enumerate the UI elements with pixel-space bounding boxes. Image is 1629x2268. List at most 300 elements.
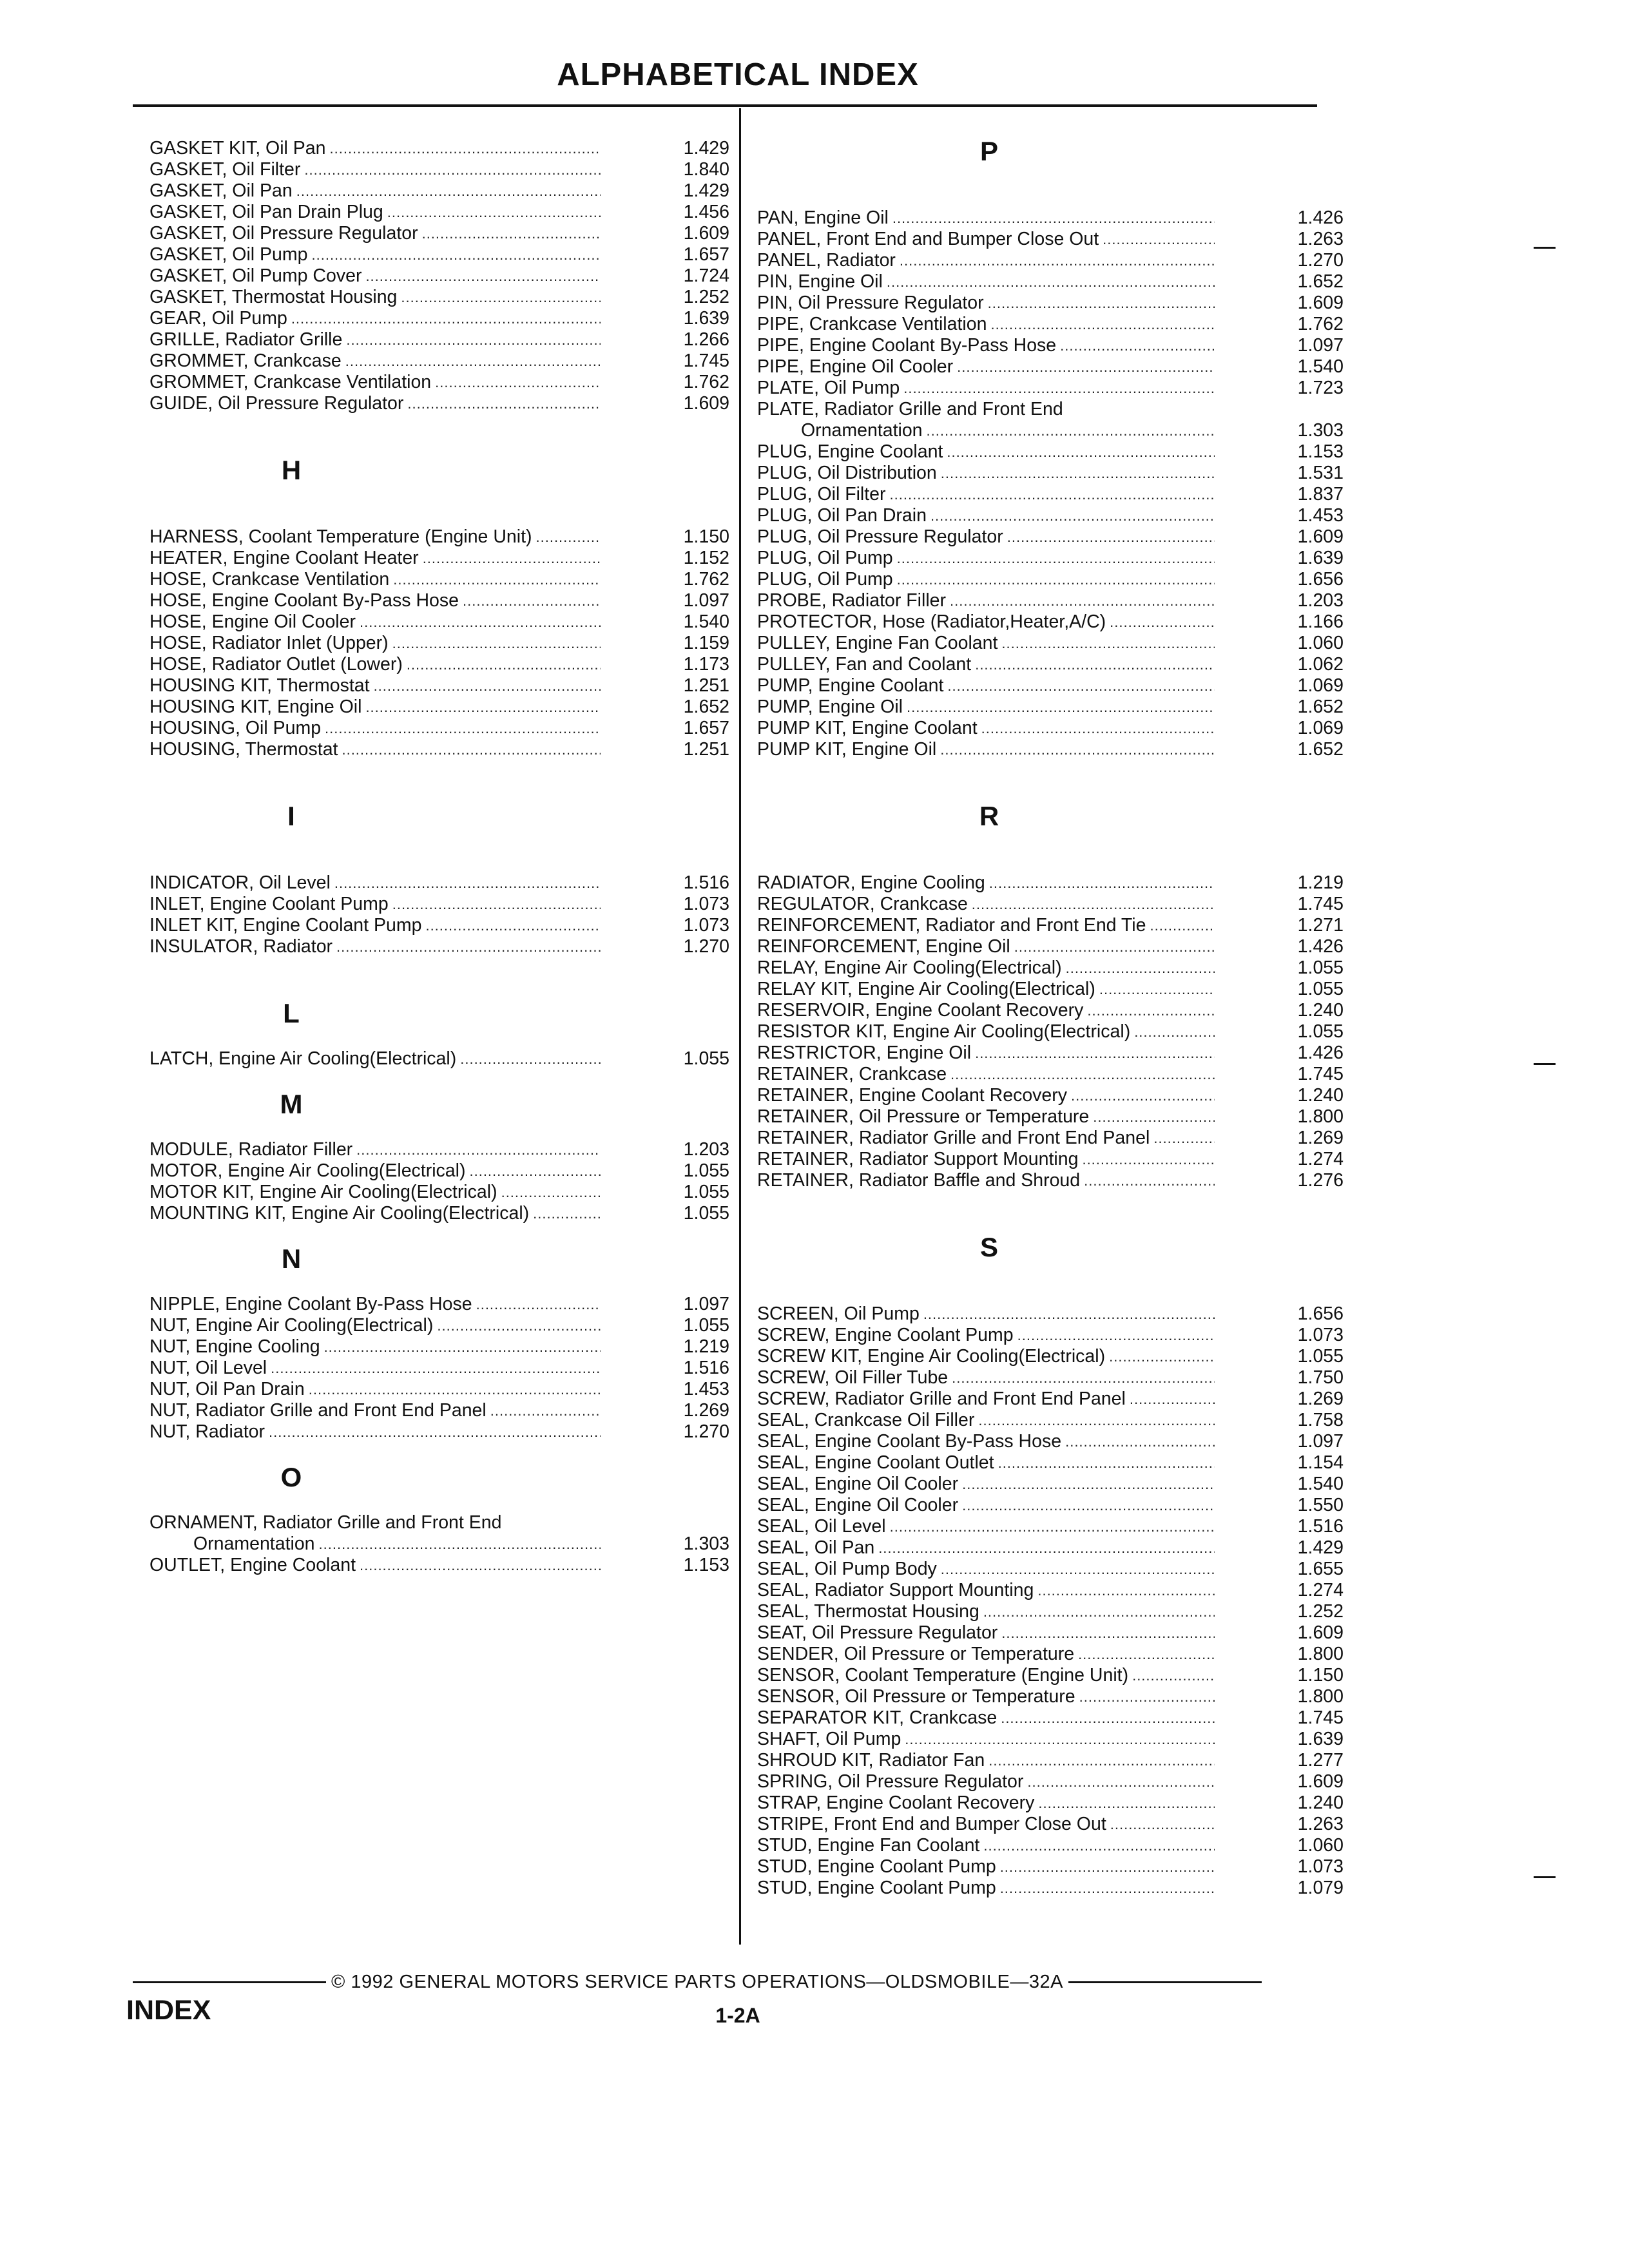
index-entry-page: 1.055 — [683, 1048, 729, 1069]
index-entry — [149, 915, 729, 936]
index-entry-name: RETAINER, Crankcase — [757, 1064, 947, 1084]
index-entry — [757, 505, 1344, 526]
leader-dots — [974, 1410, 1215, 1431]
leader-dots — [287, 308, 601, 329]
index-entry-name: SCREW KIT, Engine Air Cooling(Electrical) — [757, 1346, 1106, 1367]
right-column — [757, 138, 1344, 1899]
index-entry-name: PUMP KIT, Engine Oil — [757, 739, 937, 760]
index-entry-page: 1.269 — [1297, 1389, 1344, 1409]
index-entry-name: MODULE, Radiator Filler — [149, 1139, 353, 1160]
index-entry-page: 1.266 — [683, 329, 729, 350]
index-entry — [149, 265, 729, 287]
index-entry-page: 1.837 — [1297, 484, 1344, 505]
index-entry — [149, 872, 729, 894]
index-entry-page: 1.251 — [683, 739, 729, 760]
leader-dots — [532, 526, 601, 548]
index-entry-page: 1.639 — [1297, 1729, 1344, 1749]
index-entry-name: NUT, Oil Level — [149, 1358, 267, 1378]
index-entry — [757, 633, 1344, 654]
index-entry-page: 1.271 — [1297, 915, 1344, 936]
index-entry-page: 1.153 — [1297, 441, 1344, 462]
index-entry — [757, 590, 1344, 611]
index-entry — [149, 1358, 729, 1379]
index-entry — [757, 675, 1344, 697]
copyright-text: © 1992 GENERAL MOTORS SERVICE PARTS OPERATIONS—OLDSMOBILE—32A — [331, 1971, 1063, 1992]
index-entry — [149, 372, 729, 393]
index-entry-page: 1.762 — [683, 569, 729, 590]
index-entry — [757, 1856, 1344, 1878]
index-entry-page: 1.652 — [683, 697, 729, 717]
index-entry-page: 1.652 — [1297, 697, 1344, 717]
index-entry — [757, 1495, 1344, 1516]
top-rule — [133, 104, 1317, 107]
index-entry-page: 1.745 — [1297, 1064, 1344, 1084]
index-entry — [757, 697, 1344, 718]
leader-dots — [305, 1379, 601, 1400]
index-entry-page: 1.270 — [683, 1421, 729, 1442]
index-entry-page: 1.429 — [683, 138, 729, 159]
index-entry — [757, 1665, 1344, 1686]
index-entry-name: SENSOR, Oil Pressure or Temperature — [757, 1686, 1075, 1707]
leader-dots — [1080, 1170, 1215, 1191]
section-letter: I — [287, 801, 295, 831]
leader-dots — [300, 159, 601, 180]
section-letter: O — [280, 1462, 302, 1492]
index-entry — [757, 894, 1344, 915]
index-entry-name: SCREW, Oil Filler Tube — [757, 1367, 949, 1388]
index-entry-name: STRIPE, Front End and Bumper Close Out — [757, 1814, 1106, 1834]
leader-dots — [342, 329, 601, 351]
leader-dots — [1034, 1792, 1215, 1814]
leader-dots — [889, 207, 1215, 229]
index-entry-name: RESERVOIR, Engine Coolant Recovery — [757, 1000, 1084, 1021]
index-entry — [757, 739, 1344, 760]
index-entry — [149, 718, 729, 739]
index-entry — [757, 1686, 1344, 1707]
index-entry-page: 1.150 — [1297, 1665, 1344, 1686]
index-entry — [149, 1533, 729, 1555]
index-entry-name: PLUG, Oil Filter — [757, 484, 886, 505]
leader-dots — [487, 1400, 601, 1421]
footer-rule-right — [1068, 1981, 1262, 1983]
index-entry — [149, 611, 729, 633]
index-entry-name: HOUSING, Thermostat — [149, 739, 338, 760]
footer-rule-left — [133, 1981, 326, 1983]
index-entry — [757, 1128, 1344, 1149]
leader-dots — [979, 1835, 1215, 1856]
index-entry — [149, 1048, 729, 1070]
leader-dots — [361, 697, 601, 718]
index-entry-name: INLET, Engine Coolant Pump — [149, 894, 389, 914]
leader-dots — [979, 1601, 1215, 1622]
index-entry-page: 1.723 — [1297, 378, 1344, 398]
index-entry-name: PANEL, Radiator — [757, 250, 896, 271]
index-entry-page: 1.800 — [1297, 1644, 1344, 1664]
leader-dots — [946, 590, 1215, 611]
leader-dots — [331, 872, 601, 894]
index-entry-page: 1.540 — [683, 611, 729, 632]
index-entry — [757, 1559, 1344, 1580]
index-entry-name: HARNESS, Coolant Temperature (Engine Unit) — [149, 526, 532, 547]
leader-dots — [893, 548, 1215, 569]
index-entry-page: 1.097 — [1297, 335, 1344, 356]
leader-dots — [947, 1064, 1215, 1085]
leader-dots — [1067, 1085, 1215, 1106]
index-entry-name: RETAINER, Engine Coolant Recovery — [757, 1085, 1068, 1106]
index-entry-page: 1.657 — [683, 244, 729, 265]
index-entry-page: 1.097 — [683, 590, 729, 611]
index-entry-name: GRILLE, Radiator Grille — [149, 329, 343, 350]
index-entry-page: 1.055 — [683, 1182, 729, 1202]
index-entry — [757, 1580, 1344, 1601]
index-entry-page: 1.745 — [1297, 1707, 1344, 1728]
index-entry-name: PUMP, Engine Oil — [757, 697, 903, 717]
index-entry-name: PUMP, Engine Coolant — [757, 675, 944, 696]
leader-dots — [1014, 1325, 1215, 1346]
index-entry-page: 1.609 — [1297, 526, 1344, 547]
margin-tick — [1534, 247, 1556, 249]
left-column — [149, 138, 729, 1576]
index-entry — [757, 1750, 1344, 1771]
leader-dots — [953, 356, 1215, 378]
index-entry — [149, 351, 729, 372]
index-entry — [757, 1410, 1344, 1431]
index-entry-page: 1.069 — [1297, 675, 1344, 696]
index-entry-name: PLUG, Oil Pump — [757, 548, 893, 568]
index-entry — [149, 675, 729, 697]
index-entry-page: 1.745 — [683, 351, 729, 371]
index-entry-page: 1.203 — [1297, 590, 1344, 611]
index-entry — [149, 1160, 729, 1182]
index-entry — [149, 308, 729, 329]
index-entry — [149, 654, 729, 675]
leader-dots — [971, 1043, 1215, 1064]
index-entry-name: REGULATOR, Crankcase — [757, 894, 968, 914]
index-entry-name: RELAY KIT, Engine Air Cooling(Electrical) — [757, 979, 1095, 999]
section-letter: R — [979, 801, 999, 831]
leader-dots — [886, 484, 1215, 505]
index-entry-name: HOUSING KIT, Thermostat — [149, 675, 370, 696]
leader-dots — [985, 872, 1215, 894]
index-entry-name: SCREW, Engine Coolant Pump — [757, 1325, 1014, 1345]
index-entry-page: 1.516 — [683, 872, 729, 893]
index-entry-page: 1.203 — [683, 1139, 729, 1160]
leader-dots — [996, 1856, 1215, 1878]
section-letter: S — [979, 1232, 998, 1262]
index-entry-page: 1.656 — [1297, 1303, 1344, 1324]
leader-dots — [431, 372, 601, 393]
index-entry — [757, 229, 1344, 250]
leader-dots — [315, 1533, 601, 1555]
leader-dots — [1023, 1771, 1215, 1792]
index-entry-page: 1.745 — [1297, 894, 1344, 914]
index-entry-name: INSULATOR, Radiator — [149, 936, 333, 957]
leader-dots — [1075, 1686, 1215, 1707]
index-entry-page: 1.055 — [1297, 1021, 1344, 1042]
index-entry-name: HOSE, Radiator Outlet (Lower) — [149, 654, 403, 675]
index-entry — [757, 1389, 1344, 1410]
index-entry-page: 1.252 — [1297, 1601, 1344, 1622]
index-entry — [149, 548, 729, 569]
index-entry — [149, 180, 729, 202]
index-entry-page: 1.609 — [1297, 1622, 1344, 1643]
leader-dots — [987, 314, 1215, 335]
index-entry-page: 1.840 — [683, 159, 729, 180]
index-entry — [757, 936, 1344, 957]
index-entry-name: NIPPLE, Engine Coolant By-Pass Hose — [149, 1294, 472, 1314]
leader-dots — [342, 351, 601, 372]
index-entry-page: 1.657 — [683, 718, 729, 738]
column-divider — [739, 108, 741, 1945]
index-entry-name: STRAP, Engine Coolant Recovery — [757, 1792, 1035, 1813]
index-entry-page: 1.269 — [683, 1400, 729, 1421]
index-entry-page: 1.758 — [1297, 1410, 1344, 1430]
leader-dots — [1062, 957, 1215, 979]
leader-dots — [923, 420, 1215, 441]
leader-dots — [1083, 1000, 1215, 1021]
index-entry-name: PLATE, Oil Pump — [757, 378, 900, 398]
index-entry-name: PLUG, Oil Pump — [757, 569, 893, 590]
section-letter: L — [283, 998, 300, 1028]
index-entry-page: 1.426 — [1297, 936, 1344, 957]
index-entry-page: 1.531 — [1297, 463, 1344, 483]
leader-dots — [1128, 1665, 1215, 1686]
index-entry — [149, 697, 729, 718]
index-entry-name: INDICATOR, Oil Level — [149, 872, 331, 893]
index-entry-page: 1.639 — [683, 308, 729, 329]
index-entry — [757, 1043, 1344, 1064]
leader-dots — [998, 633, 1215, 654]
index-entry-name: STUD, Engine Coolant Pump — [757, 1878, 996, 1898]
index-entry-name: SPRING, Oil Pressure Regulator — [757, 1771, 1024, 1792]
leader-dots — [886, 1516, 1215, 1537]
page-number: 1-2A — [715, 2004, 760, 2027]
index-entry-page: 1.800 — [1297, 1686, 1344, 1707]
index-entry-page: 1.251 — [683, 675, 729, 696]
index-entry — [757, 1644, 1344, 1665]
index-entry-name: SCREEN, Oil Pump — [757, 1303, 920, 1324]
index-entry-name: SEAL, Engine Coolant By-Pass Hose — [757, 1431, 1062, 1452]
index-entry-name: SEAL, Oil Pump Body — [757, 1559, 937, 1579]
index-entry-name: GASKET, Oil Pressure Regulator — [149, 223, 418, 244]
leader-dots — [1099, 229, 1215, 250]
index-entry-name: MOTOR KIT, Engine Air Cooling(Electrical) — [149, 1182, 497, 1202]
index-entry-name: GASKET, Oil Pump — [149, 244, 308, 265]
index-entry — [757, 271, 1344, 293]
index-entry-name: GEAR, Oil Pump — [149, 308, 287, 329]
index-entry-page: 1.762 — [683, 372, 729, 392]
leader-dots — [893, 569, 1215, 590]
index-entry-name: PUMP KIT, Engine Coolant — [757, 718, 978, 738]
index-entry-page: 1.060 — [1297, 633, 1344, 653]
leader-dots — [937, 463, 1215, 484]
index-entry-name: Ornamentation — [193, 1533, 315, 1554]
leader-dots — [948, 1367, 1215, 1389]
index-entry-name: PIPE, Crankcase Ventilation — [757, 314, 987, 334]
index-entry — [757, 1878, 1344, 1899]
leader-dots — [1106, 611, 1215, 633]
index-entry-name: SCREW, Radiator Grille and Front End Panel — [757, 1389, 1126, 1409]
index-entry-page: 1.154 — [1297, 1452, 1344, 1473]
index-entry-page: 1.426 — [1297, 1043, 1344, 1063]
leader-dots — [321, 718, 601, 739]
section-letter: N — [281, 1244, 302, 1274]
index-entry-page: 1.656 — [1297, 569, 1344, 590]
index-entry-name: RADIATOR, Engine Cooling — [757, 872, 985, 893]
index-entry-name: GASKET, Oil Pan Drain Plug — [149, 202, 383, 222]
index-entry — [757, 1729, 1344, 1750]
index-entry-name: GASKET, Oil Pump Cover — [149, 265, 362, 286]
index-entry — [757, 1622, 1344, 1644]
leader-dots — [958, 1474, 1215, 1495]
index-entry-page: 1.055 — [683, 1315, 729, 1336]
leader-dots — [529, 1203, 601, 1224]
index-entry — [757, 1170, 1344, 1191]
index-entry-page: 1.639 — [1297, 548, 1344, 568]
leader-dots — [996, 1878, 1215, 1899]
index-entry-name: NUT, Radiator — [149, 1421, 265, 1442]
index-entry — [757, 1000, 1344, 1021]
index-entry-name: RETAINER, Oil Pressure or Temperature — [757, 1106, 1090, 1127]
leader-dots — [293, 180, 601, 202]
index-entry-name: HEATER, Engine Coolant Heater — [149, 548, 419, 568]
leader-dots — [943, 675, 1215, 697]
index-entry — [757, 1537, 1344, 1559]
leader-dots — [465, 1160, 601, 1182]
leader-dots — [927, 505, 1215, 526]
leader-dots — [896, 250, 1215, 271]
index-entry — [757, 1064, 1344, 1085]
index-entry — [757, 1452, 1344, 1474]
index-entry — [149, 223, 729, 244]
leader-dots — [383, 202, 601, 223]
index-entry — [149, 393, 729, 414]
index-entry-page: 1.055 — [1297, 979, 1344, 999]
index-entry-name: RETAINER, Radiator Baffle and Shroud — [757, 1170, 1081, 1191]
index-entry-page: 1.270 — [1297, 250, 1344, 271]
index-entry-name: REINFORCEMENT, Engine Oil — [757, 936, 1010, 957]
index-entry-name: RESISTOR KIT, Engine Air Cooling(Electrical) — [757, 1021, 1131, 1042]
index-entry-page: 1.540 — [1297, 1474, 1344, 1494]
index-entry — [757, 718, 1344, 739]
index-entry — [757, 293, 1344, 314]
leader-dots — [352, 1139, 601, 1160]
index-entry-name: SHROUD KIT, Radiator Fan — [757, 1750, 985, 1771]
index-entry — [149, 1400, 729, 1421]
index-entry — [149, 1555, 729, 1576]
index-entry-name: PAN, Engine Oil — [757, 207, 889, 228]
index-entry — [149, 287, 729, 308]
index-entry-page: 1.276 — [1297, 1170, 1344, 1191]
index-entry — [149, 1139, 729, 1160]
leader-dots — [971, 654, 1215, 675]
leader-dots — [998, 1622, 1215, 1644]
index-entry-name: RELAY, Engine Air Cooling(Electrical) — [757, 957, 1062, 978]
leader-dots — [1095, 979, 1215, 1000]
leader-dots — [1106, 1814, 1215, 1835]
index-entry-page: 1.240 — [1297, 1085, 1344, 1106]
index-entry-text: ORNAMENT, Radiator Grille and Front End — [149, 1512, 502, 1533]
index-entry-name: MOTOR, Engine Air Cooling(Electrical) — [149, 1160, 466, 1181]
index-entry-page: 1.303 — [683, 1533, 729, 1554]
index-entry-name: HOSE, Engine Oil Cooler — [149, 611, 356, 632]
index-entry-name: REINFORCEMENT, Radiator and Front End Tie — [757, 915, 1146, 936]
index-entry-page: 1.055 — [683, 1203, 729, 1224]
index-entry-page: 1.609 — [683, 223, 729, 244]
leader-dots — [1150, 1128, 1215, 1149]
index-entry — [757, 569, 1344, 590]
index-entry — [757, 1707, 1344, 1729]
index-entry-page: 1.270 — [683, 936, 729, 957]
index-entry-name: SEAL, Engine Coolant Outlet — [757, 1452, 994, 1473]
index-entry-page: 1.097 — [1297, 1431, 1344, 1452]
index-entry-page: 1.252 — [683, 287, 729, 307]
leader-dots — [403, 393, 601, 414]
index-entry-name: SEAT, Oil Pressure Regulator — [757, 1622, 998, 1643]
index-entry-name: STUD, Engine Coolant Pump — [757, 1856, 996, 1877]
index-entry-name: GUIDE, Oil Pressure Regulator — [149, 393, 404, 414]
index-entry-page: 1.153 — [683, 1555, 729, 1575]
index-entry-page: 1.550 — [1297, 1495, 1344, 1515]
index-entry-page: 1.724 — [683, 265, 729, 286]
index-entry — [149, 159, 729, 180]
leader-dots — [901, 1729, 1215, 1750]
index-entry-name: PIN, Oil Pressure Regulator — [757, 293, 984, 313]
leader-dots — [997, 1707, 1215, 1729]
index-entry-name: SEAL, Thermostat Housing — [757, 1601, 979, 1622]
index-entry — [757, 484, 1344, 505]
section-letter: P — [979, 136, 998, 166]
index-entry — [149, 202, 729, 223]
leader-dots — [472, 1294, 601, 1315]
index-entry-name: STUD, Engine Fan Coolant — [757, 1835, 980, 1856]
leader-dots — [419, 548, 601, 569]
index-entry — [149, 1294, 729, 1315]
index-entry — [757, 611, 1344, 633]
index-entry-name: OUTLET, Engine Coolant — [149, 1555, 356, 1575]
index-entry-name: SEAL, Oil Pan — [757, 1537, 875, 1558]
index-entry — [757, 1771, 1344, 1792]
index-entry — [757, 1085, 1344, 1106]
leader-dots — [370, 675, 601, 697]
index-entry-name: RETAINER, Radiator Support Mounting — [757, 1149, 1079, 1169]
index-entry-name: PANEL, Front End and Bumper Close Out — [757, 229, 1099, 249]
leader-dots — [900, 378, 1215, 399]
index-entry-page: 1.240 — [1297, 1792, 1344, 1813]
index-entry-page: 1.173 — [683, 654, 729, 675]
index-entry-page: 1.069 — [1297, 718, 1344, 738]
index-entry — [757, 250, 1344, 271]
index-entry-page: 1.456 — [683, 202, 729, 222]
section-letter: M — [280, 1089, 303, 1119]
index-entry — [757, 1601, 1344, 1622]
index-entry-name: PLUG, Engine Coolant — [757, 441, 943, 462]
index-entry-name: PIPE, Engine Coolant By-Pass Hose — [757, 335, 1057, 356]
index-entry-name: SEAL, Engine Oil Cooler — [757, 1474, 959, 1494]
index-entry-name: SEAL, Oil Level — [757, 1516, 886, 1537]
index-entry — [757, 1325, 1344, 1346]
index-entry-page: 1.055 — [1297, 957, 1344, 978]
index-entry — [149, 894, 729, 915]
leader-dots — [497, 1182, 601, 1203]
index-entry — [757, 957, 1344, 979]
index-entry — [757, 356, 1344, 378]
leader-dots — [265, 1421, 601, 1443]
leader-dots — [326, 138, 601, 159]
index-entry — [757, 915, 1344, 936]
index-entry — [757, 1021, 1344, 1043]
section-label: INDEX — [126, 1995, 211, 2026]
